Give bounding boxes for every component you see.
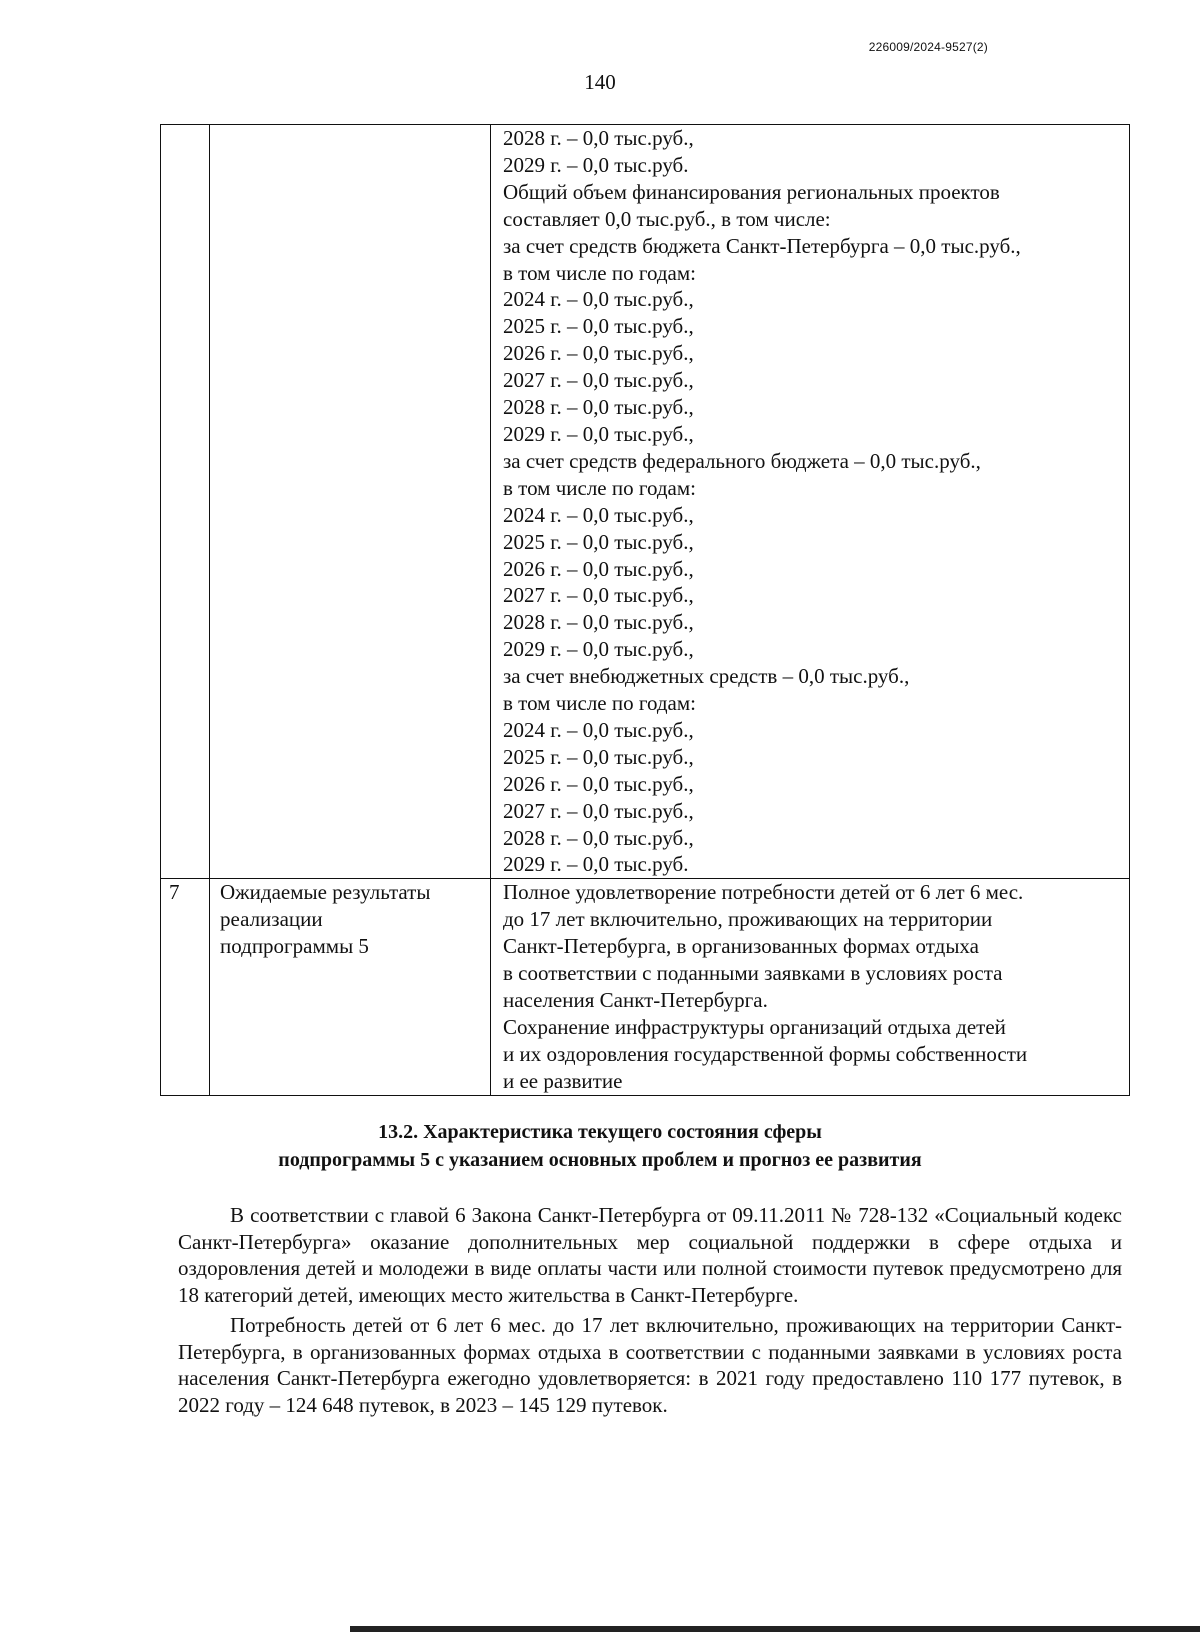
cell-text-line: 2027 г. – 0,0 тыс.руб., [503,368,694,393]
cell-text-line: 2026 г. – 0,0 тыс.руб., [503,771,694,796]
cell-text-line: 2026 г. – 0,0 тыс.руб., [503,341,694,366]
scan-bottom-edge [350,1626,1200,1632]
cell-text-line: 2024 г. – 0,0 тыс.руб., [503,717,694,742]
cell-text-line: 2029 г. – 0,0 тыс.руб., [503,637,694,662]
table-row-funding-continued [161,125,1130,879]
cell-text-line: 2024 г. – 0,0 тыс.руб., [503,287,694,312]
cell-text-line: 2029 г. – 0,0 тыс.руб. [503,852,689,877]
cell-text-line: 2027 г. – 0,0 тыс.руб., [503,583,694,608]
cell-text-line: Общий объем финансирования региональных проектов [503,179,1000,204]
row-number-cell: 7 [161,879,210,1095]
cell-text-line: и ее развитие [503,1068,623,1093]
cell-text-line: 2028 г. – 0,0 тыс.руб., [503,825,694,850]
row-label-cell [210,125,491,879]
cell-text-line: 2025 г. – 0,0 тыс.руб., [503,744,694,769]
cell-text-line: 2029 г. – 0,0 тыс.руб. [503,152,689,177]
cell-text-line: 2028 г. – 0,0 тыс.руб., [503,395,694,420]
cell-text-line: 2025 г. – 0,0 тыс.руб., [503,314,694,339]
expected-results-label [210,879,491,1095]
cell-text-line: 2024 г. – 0,0 тыс.руб., [503,502,694,527]
expected-results-content [491,879,1130,1095]
cell-text-line: за счет средств бюджета Санкт-Петербурга – 0,0 тыс.руб., [503,233,1021,258]
cell-text-line: Сохранение инфраструктуры организаций отдыха детей [503,1014,1006,1039]
cell-text-line: составляет 0,0 тыс.руб., в том числе: [503,206,831,231]
cell-text-line: 2025 г. – 0,0 тыс.руб., [503,529,694,554]
section-heading-line-2: подпрограммы 5 с указанием основных проблем и прогноз ее развития [278,1149,922,1171]
table-row-expected-results [161,879,1130,1095]
cell-text-line: 2026 г. – 0,0 тыс.руб., [503,556,694,581]
cell-text-line: за счет внебюджетных средств – 0,0 тыс.руб., [503,664,910,689]
cell-text-line: в том числе по годам: [503,691,696,716]
cell-text-line: населения Санкт-Петербурга. [503,988,768,1012]
cell-text-line: Ожидаемые результаты [220,880,431,905]
funding-content-cell [491,125,1130,879]
cell-text-line: в соответствии с поданными заявками в условиях роста [503,961,1003,986]
cell-text-line: в том числе по годам: [503,475,696,500]
cell-text-line: Санкт-Петербурга, в организованных формах отдыха [503,934,979,959]
page-number: 140 [584,70,616,94]
cell-text-line: 2027 г. – 0,0 тыс.руб., [503,798,694,823]
paragraph: В соответствии с главой 6 Закона Санкт-Петербурга от 09.11.2011 № 728-132 «Социальный кодекс Санкт-Петербурга» оказание дополнительных мер социальной поддержки в сфере отдыха и оздоровления детей и молодежи в виде оплаты части или полной стоимости путевок предусмотрено для 18 категорий детей, имеющих место жительства в Санкт-Петербурге. [178,1203,1122,1307]
cell-text-line: подпрограммы 5 [220,934,369,959]
section-heading [0,1118,1200,1174]
cell-text-line: 2029 г. – 0,0 тыс.руб., [503,421,694,446]
cell-text-line: и их оздоровления государственной формы собственности [503,1041,1028,1066]
cell-text-line: реализации [220,907,323,932]
cell-text-line: 2028 г. – 0,0 тыс.руб., [503,126,694,150]
document-registration-code: 226009/2024-9527(2) [868,40,988,54]
subprogram-passport-table [160,124,1130,1096]
paragraph: Потребность детей от 6 лет 6 мес. до 17 лет включительно, проживающих на территории Санкт-Петербурга, в организованных формах отдыха в соответствии с поданными заявками в условиях роста населения Санкт-Петербурга ежегодно удовлетворяется: в 2021 году предоставлено 110 177 путевок, в 2022 году – 124 648 путевок, в 2023 – 145 129 путевок. [178,1313,1122,1417]
cell-text-line: за счет средств федерального бюджета – 0,0 тыс.руб., [503,448,981,473]
cell-text-line: 2028 г. – 0,0 тыс.руб., [503,610,694,635]
row-number-cell [161,125,210,879]
section-heading-line-1: 13.2. Характеристика текущего состояния сферы [378,1121,822,1143]
cell-text-line: в том числе по годам: [503,260,696,285]
section-body [178,1202,1122,1422]
cell-text-line: Полное удовлетворение потребности детей от 6 лет 6 мес. [503,880,1024,905]
cell-text-line: до 17 лет включительно, проживающих на территории [503,907,993,932]
